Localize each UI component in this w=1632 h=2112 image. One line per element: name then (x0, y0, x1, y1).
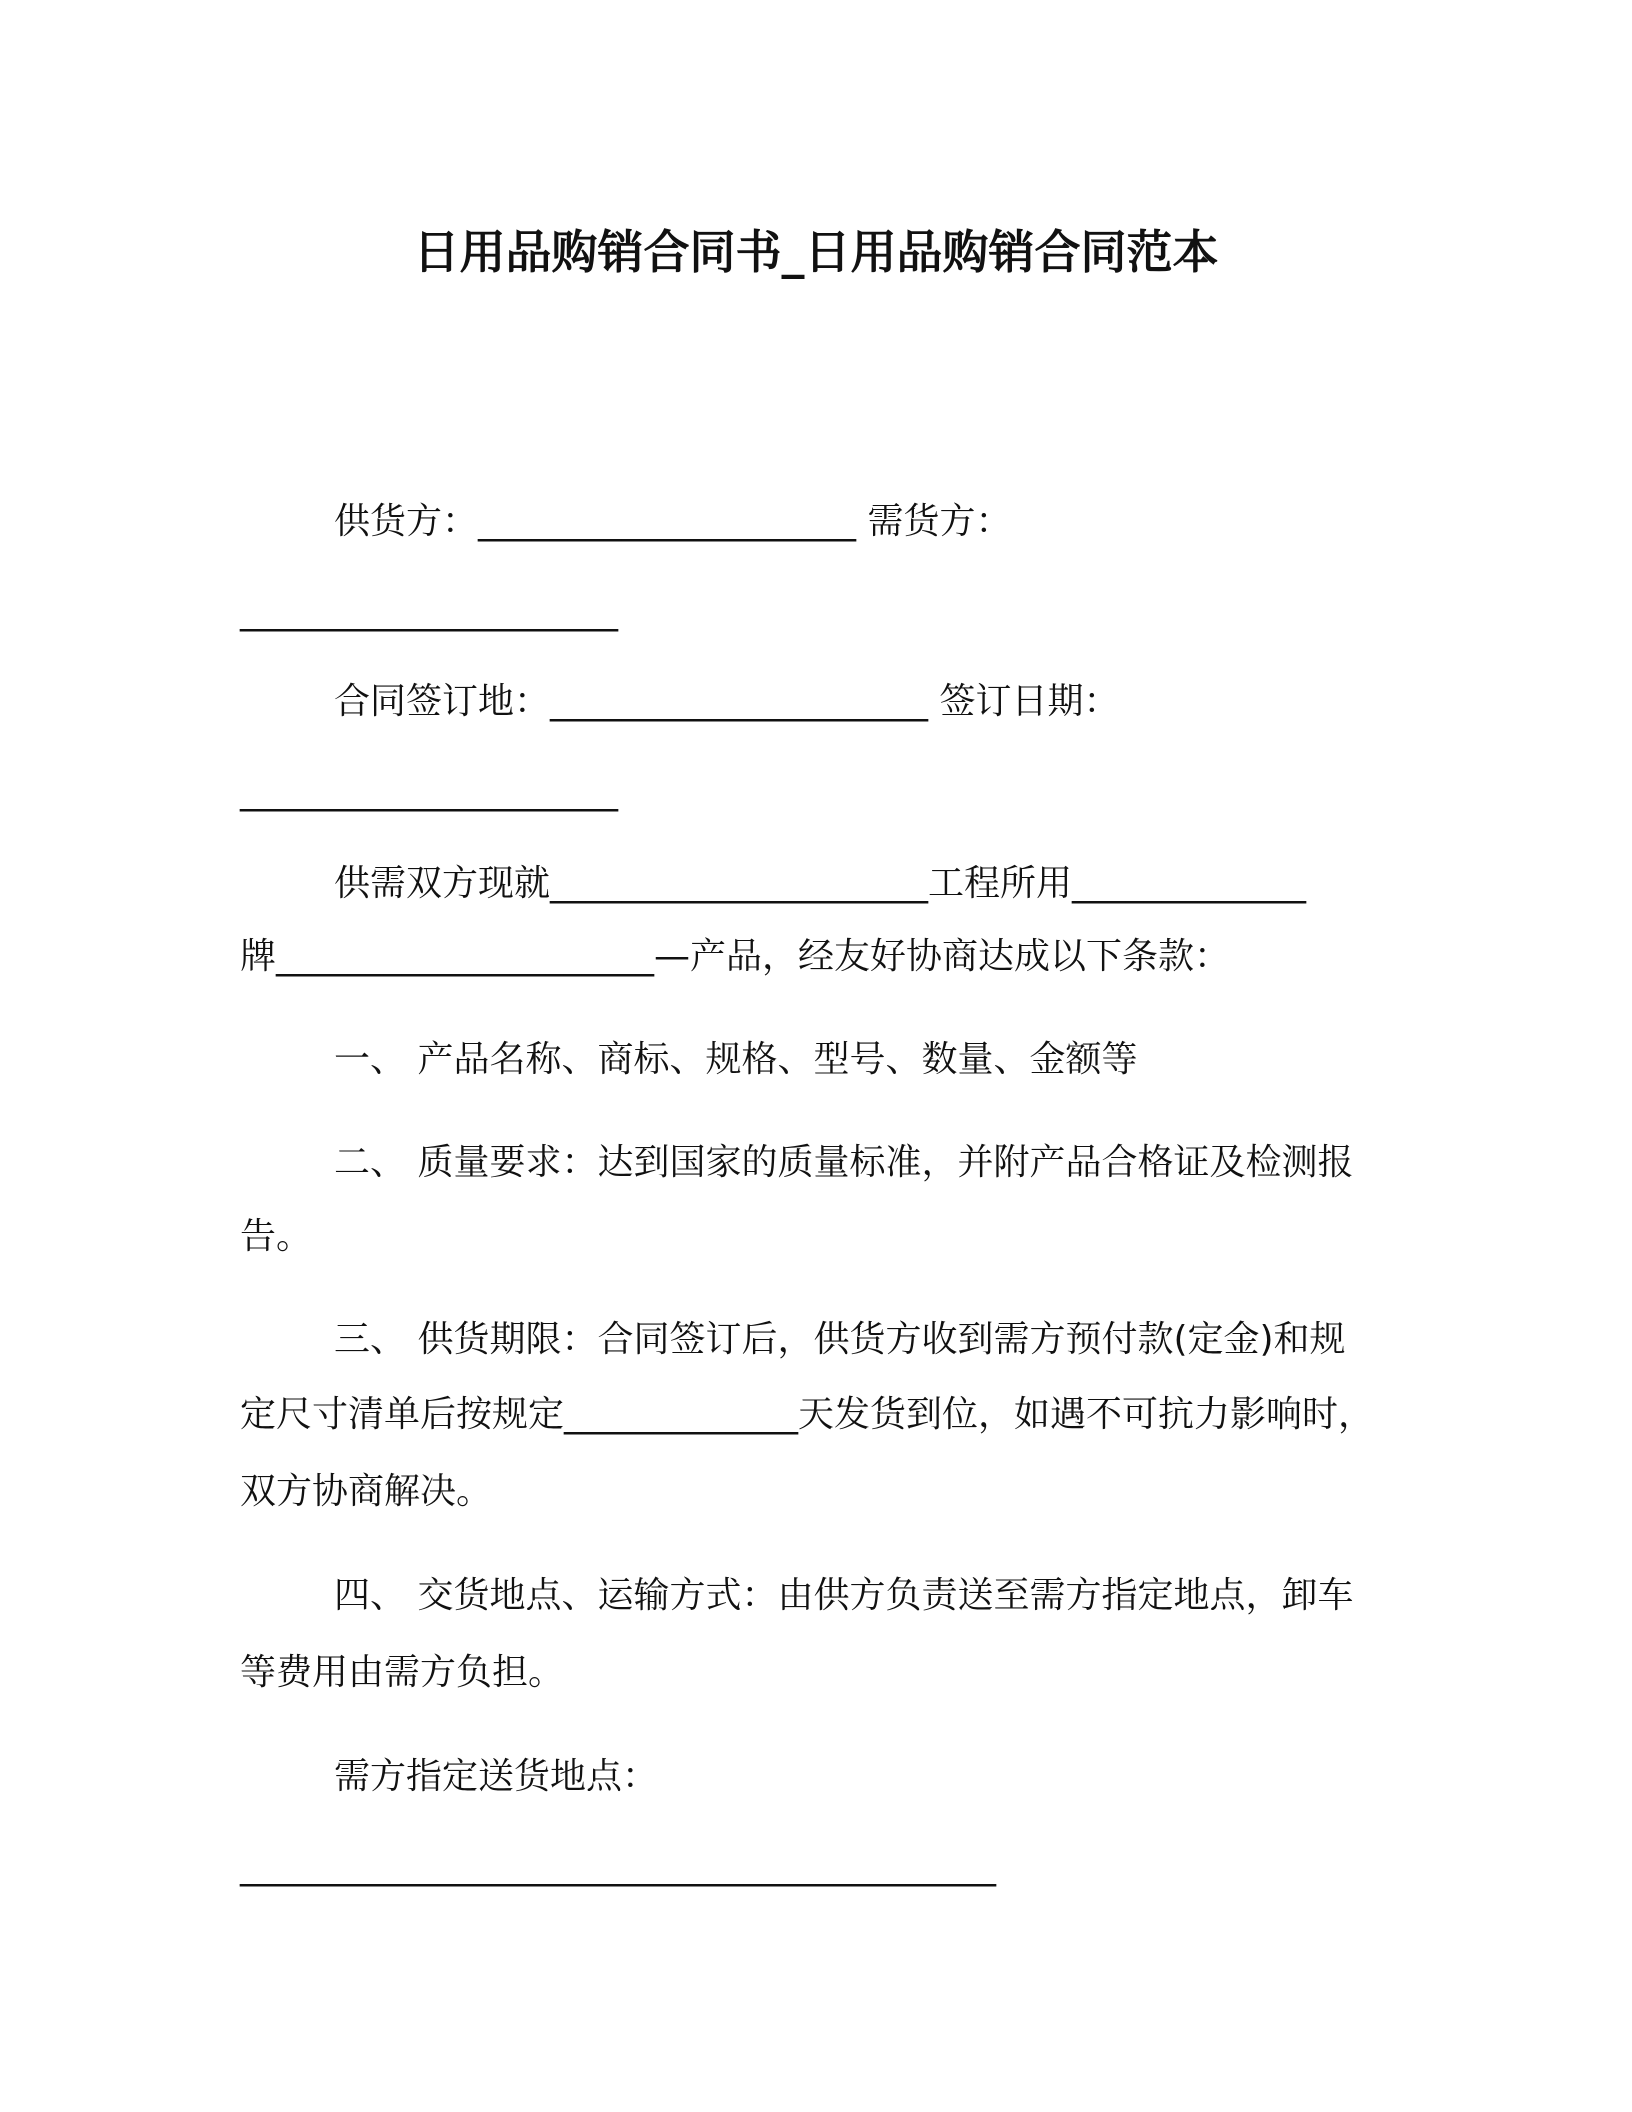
clause-3-line-2: 定尺寸清单后按规定_____________天发货到位，如遇不可抗力影响时， (240, 1394, 1375, 1435)
signing-date-blank-line: _____________________ (240, 771, 618, 812)
clause-3-line-3: 双方协商解决。 (240, 1471, 493, 1512)
intro-paragraph-line-2: 牌_____________________—产品，经友好协商达成以下条款： (240, 936, 1231, 977)
intro-paragraph-line-1: 供需双方现就_____________________工程所用_____________ (334, 863, 1307, 904)
clause-2-line-2: 告。 (240, 1216, 313, 1257)
clause-3-line-1: 三、 供货期限：合同签订后，供货方收到需方预付款(定金)和规 (334, 1319, 1346, 1360)
clause-1-heading: 一、 产品名称、商标、规格、型号、数量、金额等 (334, 1039, 1138, 1080)
clause-4-line-1: 四、 交货地点、运输方式：由供方负责送至需方指定地点，卸车 (334, 1575, 1354, 1616)
signing-place-date-line: 合同签订地：_____________________ 签订日期： (334, 681, 1120, 722)
delivery-location-label: 需方指定送货地点： (334, 1756, 659, 1797)
clause-2-line-1: 二、 质量要求：达到国家的质量标准，并附产品合格证及检测报 (334, 1142, 1354, 1183)
delivery-location-blank: __________________________________________ (240, 1846, 996, 1887)
buyer-blank-line: _____________________ (240, 591, 618, 632)
supplier-buyer-line: 供货方：_____________________ 需货方： (334, 501, 1012, 542)
clause-4-line-2: 等费用由需方负担。 (240, 1652, 565, 1693)
document-title: 日用品购销合同书_日用品购销合同范本 (413, 225, 1219, 279)
